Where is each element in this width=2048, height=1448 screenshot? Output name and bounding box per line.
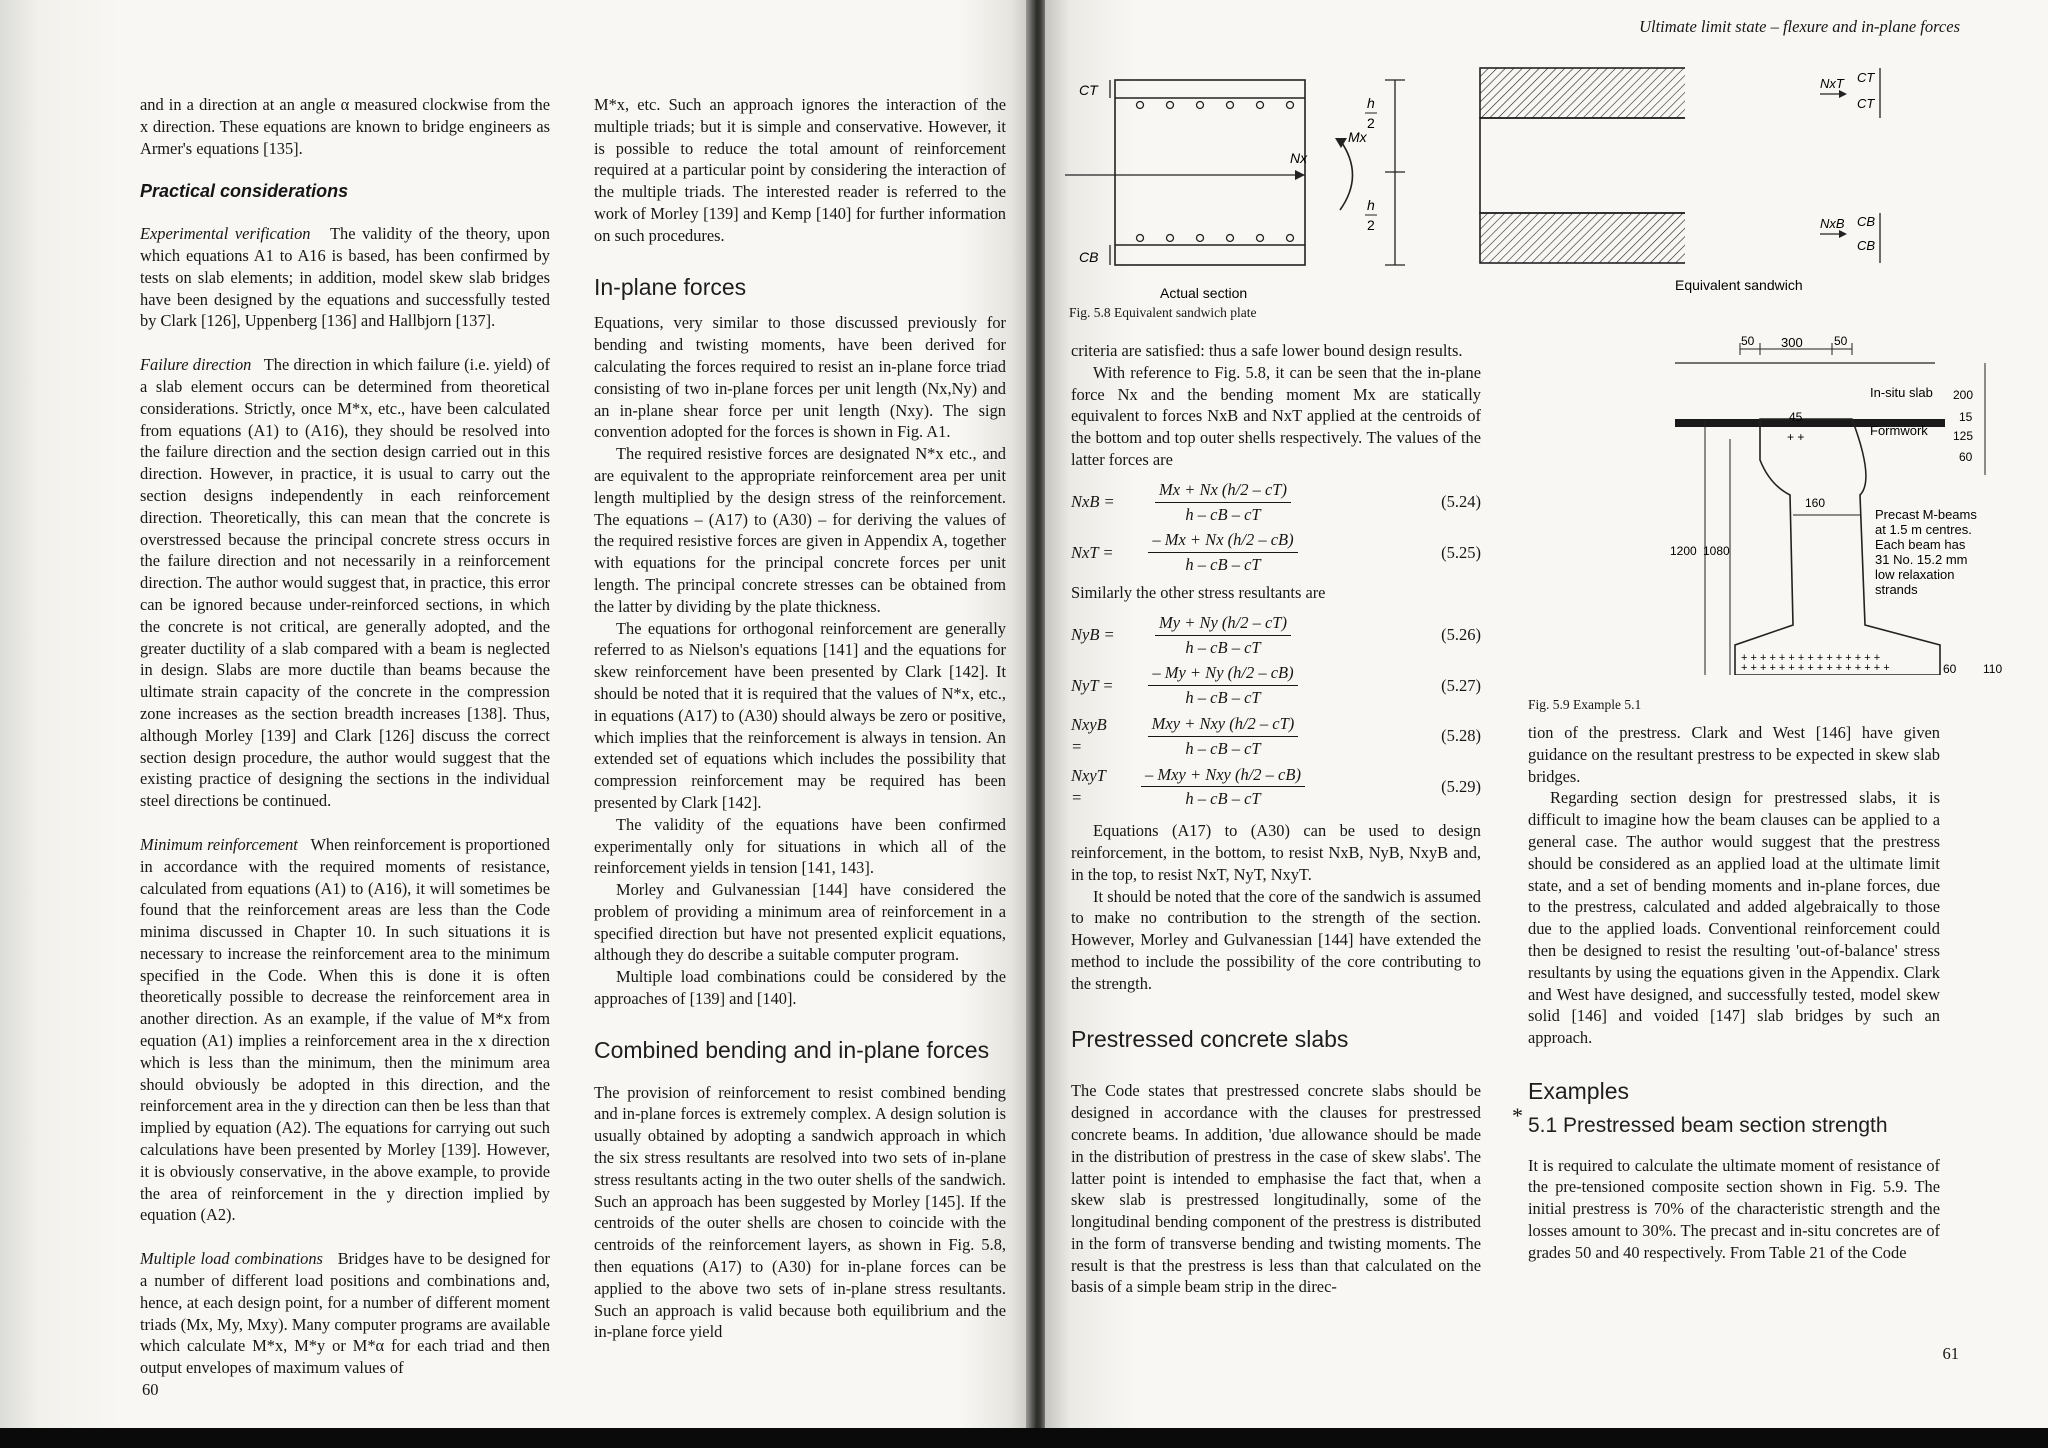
paragraph: It should be noted that the core of the sandwich is assumed to make no contribution to the strength of the section. However, Morley and Gulvanessian [144] have extended the method to include the possibility of the core contributing to the strength.: [1071, 886, 1481, 993]
rebar: [1257, 235, 1264, 242]
dim-label: 45: [1789, 410, 1803, 424]
paragraph: The required resistive forces are designated N*x etc., and are equivalent to the appropriate reinforcement area per unit length multiplied by the design stress of the reinforcement. The equations – (A17) to (A30) – for deriving the values of the required resistive forces are given in Appendix A, together with equations for the principal concrete forces per unit length. The principal concrete stresses can be obtained from the latter by dividing by the plate thickness.: [594, 444, 1006, 616]
figure-5-8: [1065, 50, 1685, 340]
paragraph: criteria are satisfied: thus a safe lower bound design results.: [1071, 341, 1463, 360]
equation-number: (5.27): [1441, 675, 1481, 695]
example-heading: 5.1 Prestressed beam section strength: [1528, 1113, 1888, 1137]
denominator: h – cB – cT: [1185, 504, 1261, 524]
scan-edge: [0, 1428, 2048, 1448]
nxb-arrowhead: [1839, 230, 1847, 238]
equation-lhs: NxT =: [1071, 542, 1114, 562]
paragraph: The Code states that prestressed concrete slabs should be designed in accordance with the clauses for prestressed concrete beams. In addition, 'due allowance should be made in the distribution of prestress in the case of skew slabs'. The latter point is intended to emphasise the fact that, when a skew slab is prestressed longitudinally, some of the longitudinal bending component of the prestress is distributed in the form of transverse bending and twisting moments. The result is that the prestress is less than that calculated on the basis of a simple beam strip in the direc-: [1071, 1081, 1481, 1297]
h-label: h: [1367, 197, 1375, 213]
rebar: [1137, 235, 1144, 242]
note-line: low relaxation: [1875, 567, 1955, 582]
equation-number: (5.29): [1441, 776, 1481, 796]
equation-lhs: NyB =: [1071, 625, 1115, 645]
rebar: [1227, 102, 1234, 109]
rebar: [1287, 102, 1294, 109]
equation-number: (5.24): [1441, 492, 1481, 512]
paragraph: Multiple load combinations could be considered by the approaches of [139] and [140].: [594, 967, 1006, 1009]
fraction: [1123, 764, 1323, 811]
dim-label: 60: [1943, 662, 1957, 675]
right-column-2: [1512, 722, 1940, 1264]
bottom-bars: [1137, 235, 1294, 242]
equation-lhs: NyT =: [1071, 675, 1114, 695]
paragraph: M*x, etc. Such an approach ignores the interaction of the multiple triads; but it is simple and conservative. However, it is possible to reduce the total amount of reinforcement required at a particular point by considering the interaction of the multiple triads. The interested reader is referred to the work of Morley [139] and Kemp [140] for further information on such procedures.: [594, 95, 1006, 245]
numerator: Mx + Nx (h/2 – cT): [1155, 479, 1291, 503]
formwork-label: Formwork: [1870, 423, 1928, 438]
mx-moment-arc: [1340, 140, 1353, 210]
note-line: Precast M-beams: [1875, 507, 1977, 522]
rebar: [1287, 235, 1294, 242]
denominator: h – cB – cT: [1185, 637, 1261, 657]
note-line: at 1.5 m centres.: [1875, 522, 1972, 537]
paragraph: tion of the prestress. Clark and West [146] have given guidance on the resultant prestress to be expected in skew slab bridges.: [1528, 723, 1940, 786]
paragraph: Equations (A17) to (A30) can be used to design reinforcement, in the bottom, to resist NxB, NyB, NxyB and, in the top, to resist NxT, NyT, NxyT.: [1071, 821, 1481, 884]
paragraph: The equations for orthogonal reinforcement are generally referred to as Nielson's equations [141] and the equations for skew reinforcement have been presented by Clark [142]. It should be noted that it is required that the values of N*x, etc., in equations (A17) to (A30) should always be zero or positive, which implies that the reinforcement is always in tension. An extended set of equations which includes the possibility that compression reinforcement may be required has been presented by Clark [142].: [594, 618, 1006, 812]
top-bars: [1137, 102, 1294, 109]
fraction: [1123, 612, 1323, 659]
right-column-1: [1071, 340, 1481, 1298]
mx-label: Mx: [1348, 129, 1367, 145]
nx-label: Nx: [1290, 150, 1308, 166]
strands-top: + +: [1787, 430, 1805, 444]
paragraph-text: Bridges have to be designed for a number of different load positions and combinations and, hence, at each design point, for a number of different moment triads (Mx, My, Mxy). Many computer programs are available which calculate M*x, M*y or M*α for each triad and then output envelopes of maximum values of: [140, 1249, 550, 1378]
top-dims: [1740, 335, 1852, 355]
cb-label: CB: [1857, 238, 1876, 253]
page-number: 61: [1942, 1344, 1959, 1363]
dim-label: 300: [1781, 335, 1803, 350]
dim-label: 200: [1953, 388, 1974, 402]
fraction: [1123, 529, 1323, 576]
dim-label: 160: [1805, 496, 1826, 510]
dim-label: 60: [1959, 450, 1973, 464]
paragraph-text: When reinforcement is proportioned in accordance with the required moments of resistance, calculated from equations (A1) to (A16), it will sometimes be found that the reinforcement areas are less than the Code minima discussed in Chapter 10. In such situations it is necessary to increase the reinforcement area to the minimum specified in the Code. When this is done it is often theoretically possible to decrease the reinforcement area in another direction. As an example, if the value of M*x from equation (A1) implies a reinforcement area in the x direction which is less than the minimum, then the minimum area should obviously be adopted in this direction, and the reinforcement area in the y direction can then be less than that implied by equation (A2). The equations for carrying out such calculations have been presented by Morley [139]. However, it is obviously conservative, in the above example, to provide the area of reinforcement in the y direction implied by equation (A2).: [140, 834, 550, 1225]
denominator: h – cB – cT: [1185, 738, 1261, 758]
paragraph: The provision of reinforcement to resist combined bending and in-plane forces is extremely complex. A design solution is usually obtained by adopting a sandwich approach in which the six stress resultants are resolved into two sets of in-plane stress resultants acting in the two outer shells of the sandwich. Such an approach has been suggested by Morley [145]. If the centroids of the outer shells are chosen to coincide with the centroids of the reinforcement layers, as shown in Fig. 5.8, then equations (A17) to (A30) for in-plane forces can be applied to the above two sets of in-plane stress resultants. Such an approach is valid because both equilibrium and the in-plane force yield: [594, 1082, 1006, 1342]
equation-group: [1071, 479, 1481, 576]
paragraph: Regarding section design for prestressed slabs, it is difficult to imagine how the beam clauses can be applied to a general case. The author would suggest that the prestress should be considered as an applied load at the ultimate limit state, and a set of bending moments and in-plane forces, due to the prestress, calculated and added algebraically to those due to the applied loads. Conventional reinforcement could then be designed to resist the resulting 'out-of-balance' stress resultants by using the equations given in the Appendix. Clark and West have designed, and successfully tested, model skew solid [146] and voided [147] slab bridges by such an approach.: [1528, 788, 1940, 1048]
nxb-label: NxB: [1820, 216, 1845, 231]
left-page: [0, 0, 1030, 1428]
nx-arrowhead: [1295, 170, 1305, 180]
mx-arrowhead: [1335, 138, 1347, 148]
denominator: h – cB – cT: [1185, 688, 1261, 708]
right-page: [1045, 0, 2048, 1428]
numerator: – My + Ny (h/2 – cB): [1148, 662, 1297, 686]
rebar: [1227, 235, 1234, 242]
strands-bottom: + + + + + + + + + + + + + + +: [1741, 652, 1881, 664]
depth-dimension: [1365, 80, 1405, 265]
example-heading-wrap: [1512, 1102, 1940, 1137]
paragraph: It is required to calculate the ultimate moment of resistance of the pre-tensioned composite section shown in Fig. 5.9. The initial prestress is 70% of the characteristic strength and the losses amount to 30%. The precast and in-situ concretes are of grades 50 and 40 respectively. From Table 21 of the Code: [1528, 1155, 1940, 1262]
strands-bottom: + + + + + + + + + + + + + + + +: [1741, 662, 1890, 674]
paragraph: Similarly the other stress resultants are: [1071, 582, 1326, 602]
figure-caption: Fig. 5.9 Example 5.1: [1528, 697, 1642, 712]
page-number: 60: [142, 1380, 159, 1399]
left-column-2: [594, 94, 1006, 1343]
run-in-heading: Failure direction: [140, 355, 252, 375]
cb-label: CB: [1857, 214, 1876, 229]
rebar: [1257, 102, 1264, 109]
equation: [1071, 612, 1481, 659]
run-in-heading: Experimental verification: [140, 224, 311, 244]
note-line: strands: [1875, 582, 1918, 597]
note-line: Each beam has: [1875, 537, 1966, 552]
ct-label: CT: [1079, 82, 1098, 98]
equation-number: (5.28): [1441, 726, 1481, 746]
section-heading: Examples: [1528, 1077, 1629, 1104]
section-heading: Combined bending and in-plane forces: [594, 1036, 990, 1063]
numerator: Mxy + Nxy (h/2 – cT): [1148, 713, 1299, 737]
note-line: 31 No. 15.2 mm: [1875, 552, 1968, 567]
nxt-label: NxT: [1820, 76, 1844, 91]
denominator: h – cB – cT: [1185, 555, 1261, 575]
equation-lhs: NxyB =: [1071, 715, 1107, 757]
equation-lhs: NxyT =: [1071, 766, 1106, 807]
equation-lhs: NxB =: [1071, 492, 1115, 512]
paragraph: and in a direction at an angle α measured clockwise from the x direction. These equations are known to bridge engineers as Armer's equations [135].: [140, 95, 550, 158]
denominator: h – cB – cT: [1185, 789, 1261, 809]
section-heading: Practical considerations: [140, 181, 349, 202]
paragraph: The validity of the equations have been confirmed experimentally only for situations in which all of the reinforcement yields in tension [141, 143].: [594, 814, 1006, 878]
paragraph: [140, 1248, 550, 1379]
ct-label: CT: [1857, 96, 1875, 111]
dim-label: 110: [1983, 662, 2003, 675]
dim-label: 15: [1959, 410, 1973, 424]
left-column-1: [140, 94, 550, 1379]
fraction: [1123, 662, 1323, 709]
figure-5-9: [1515, 335, 2015, 675]
equation: [1071, 662, 1481, 709]
dim-label: 50: [1741, 335, 1755, 348]
section-heading: Prestressed concrete slabs: [1071, 1025, 1349, 1052]
actual-section-label: Actual section: [1160, 285, 1248, 301]
equation: [1071, 713, 1481, 760]
run-in-heading: Multiple load combinations: [140, 1249, 323, 1269]
two-label: 2: [1367, 217, 1375, 233]
dim-label: 125: [1953, 429, 1974, 443]
equation-group: [1071, 612, 1481, 810]
paragraph: [140, 354, 550, 812]
paragraph: With reference to Fig. 5.8, it can be seen that the in-plane force Nx and the bending moment Mx are statically equivalent to forces NxB and NxT applied at the centroids of the bottom and top outer shells respectively. The values of the latter forces are: [1071, 362, 1481, 469]
section-heading: In-plane forces: [594, 273, 747, 300]
paragraph: [140, 834, 550, 1226]
equation-number: (5.25): [1441, 542, 1481, 562]
rebar: [1197, 102, 1204, 109]
equation: [1071, 764, 1481, 811]
paragraph: Morley and Gulvanessian [144] have considered the problem of providing a minimum area of reinforcement in a specified direction but have not presented explicit equations, although they do describe a suitable computer program.: [594, 880, 1006, 965]
run-in-heading: Minimum reinforcement: [140, 834, 298, 854]
numerator: – Mxy + Nxy (h/2 – cB): [1141, 764, 1305, 788]
figure-5-8-right: [1635, 50, 2035, 300]
dim-label: 1080: [1703, 544, 1730, 558]
equation-number: (5.26): [1441, 625, 1481, 645]
dim-label: 1200: [1670, 544, 1697, 558]
numerator: My + Ny (h/2 – cT): [1155, 612, 1291, 636]
cb-label: CB: [1079, 249, 1099, 265]
ct-label: CT: [1857, 70, 1875, 85]
two-label: 2: [1367, 115, 1375, 131]
actual-section: [1065, 80, 1368, 301]
rebar: [1167, 235, 1174, 242]
nxt-arrowhead: [1839, 90, 1847, 98]
fraction: [1123, 713, 1323, 760]
paragraph-text: The validity of the theory, upon which equations A1 to A16 is based, has been confirmed by tests on slab elements; in addition, model skew slab bridges have been designed by the equations and successfully tested by Clark [126], Uppenberg [136] and Hallbjorn [137].: [140, 224, 550, 331]
rebar: [1137, 102, 1144, 109]
numerator: – Mx + Nx (h/2 – cB): [1148, 529, 1297, 553]
in-situ-label: In-situ slab: [1870, 385, 1933, 400]
equation: [1071, 479, 1481, 526]
equivalent-sandwich-label: Equivalent sandwich: [1675, 277, 1803, 293]
paragraph-text: The direction in which failure (i.e. yield) of a slab element occurs can be determined from theoretical considerations. Strictly, once M*x, etc., have been calculated from equations (A1) to (A16), they should be resolved into the failure direction and the section design carried out in this direction. However, in practice, it is usual to carry out the section designs independently in each reinforcement direction. Theoretically, this can mean that the concrete is overstressed because the principal concrete stress occurs in the failure direction and not necessarily in a reinforcement direction. The author would suggest that, in practice, this error can be ignored because under-reinforced sections, in which the concrete is not critical, are generally adopted, and the greater ductility of a slab compared with a beam is neglected in design. Slabs are more ductile than beams because the ultimate strain capacity of the concrete in the compression zone increases as the section breadth increases [138]. Thus, although Morley [139] and Clark [126] discuss the correct section design procedure, the author would suggest that the existing practice of designing the sections in the individual steel directions be continued.: [140, 355, 550, 811]
paragraph: [140, 223, 550, 332]
h-label: h: [1367, 95, 1375, 111]
rebar: [1167, 102, 1174, 109]
equation: [1071, 529, 1481, 576]
paragraph: Equations, very similar to those discussed previously for bending and twisting moments, have been derived for calculating the forces required to resist an in-plane force triad consisting of two in-plane forces per unit length (Nx,Ny) and an in-plane shear force per unit length (Nxy). The sign convention adopted for the forces is shown in Fig. A1.: [594, 313, 1006, 442]
fraction: [1123, 479, 1323, 526]
rebar: [1197, 235, 1204, 242]
figure-caption: Fig. 5.8 Equivalent sandwich plate: [1069, 305, 1257, 320]
running-head: Ultimate limit state – flexure and in-plane forces: [1639, 17, 1960, 36]
handwritten-asterisk: *: [1512, 1102, 1523, 1128]
dim-label: 50: [1834, 335, 1848, 348]
